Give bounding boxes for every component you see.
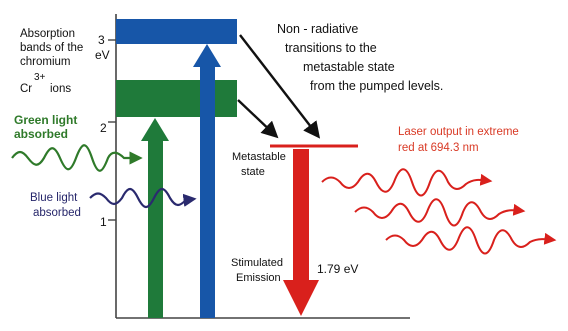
blue-light-line-1: Blue light bbox=[30, 192, 78, 204]
metastable-line-1: Metastable bbox=[232, 151, 286, 163]
non-radiative-arrow-from-green bbox=[238, 100, 276, 136]
axis-tick-label-2: 2 bbox=[100, 121, 107, 135]
laser-output-wave-3 bbox=[386, 227, 554, 253]
green-light-label bbox=[14, 113, 77, 141]
stimulated-line-2: Emission bbox=[236, 272, 281, 284]
laser-output-wave-1 bbox=[322, 169, 490, 195]
absorption-label-line-1: Absorption bbox=[20, 28, 75, 40]
stimulated-line-1: Stimulated bbox=[231, 257, 283, 269]
stimulated-emission-arrow bbox=[283, 149, 319, 316]
laser-output-label bbox=[398, 126, 519, 154]
chromium-symbol: Cr bbox=[20, 83, 33, 95]
stimulated-emission-label bbox=[231, 257, 283, 284]
laser-output-wave-2 bbox=[355, 199, 523, 225]
blue-light-label bbox=[30, 192, 81, 219]
metastable-line-2: state bbox=[241, 166, 265, 178]
green-light-wave bbox=[12, 145, 140, 171]
chromium-ions-word: ions bbox=[50, 83, 72, 95]
green-light-line-1: Green light bbox=[14, 113, 78, 127]
absorption-bands-label bbox=[20, 28, 83, 95]
non-radiative-line-1: Non - radiative bbox=[277, 22, 359, 36]
blue-light-wave bbox=[90, 189, 194, 207]
metastable-state-label bbox=[232, 151, 286, 178]
absorption-label-line-2: bands of the bbox=[20, 42, 84, 54]
blue-absorption-band bbox=[116, 19, 237, 44]
laser-output-line-1: Laser output in extreme bbox=[398, 126, 519, 138]
non-radiative-line-2: transitions to the bbox=[285, 41, 377, 55]
chromium-charge: 3+ bbox=[34, 72, 46, 83]
absorption-label-line-3: chromium bbox=[20, 56, 71, 68]
green-light-line-2: absorbed bbox=[14, 127, 69, 141]
blue-light-line-2: absorbed bbox=[33, 207, 81, 219]
non-radiative-line-4: from the pumped levels. bbox=[310, 79, 444, 93]
axis-tick-label-1: 1 bbox=[100, 215, 107, 229]
non-radiative-line-3: metastable state bbox=[303, 60, 395, 74]
non-radiative-label bbox=[277, 22, 443, 93]
green-pump-arrow bbox=[141, 118, 169, 318]
axis-unit-label: eV bbox=[95, 48, 110, 62]
green-absorption-band bbox=[116, 80, 237, 117]
laser-output-line-2: red at 694.3 nm bbox=[398, 142, 479, 154]
energy-gap-label: 1.79 eV bbox=[317, 262, 359, 276]
axis-tick-label-3: 3 bbox=[98, 33, 105, 47]
